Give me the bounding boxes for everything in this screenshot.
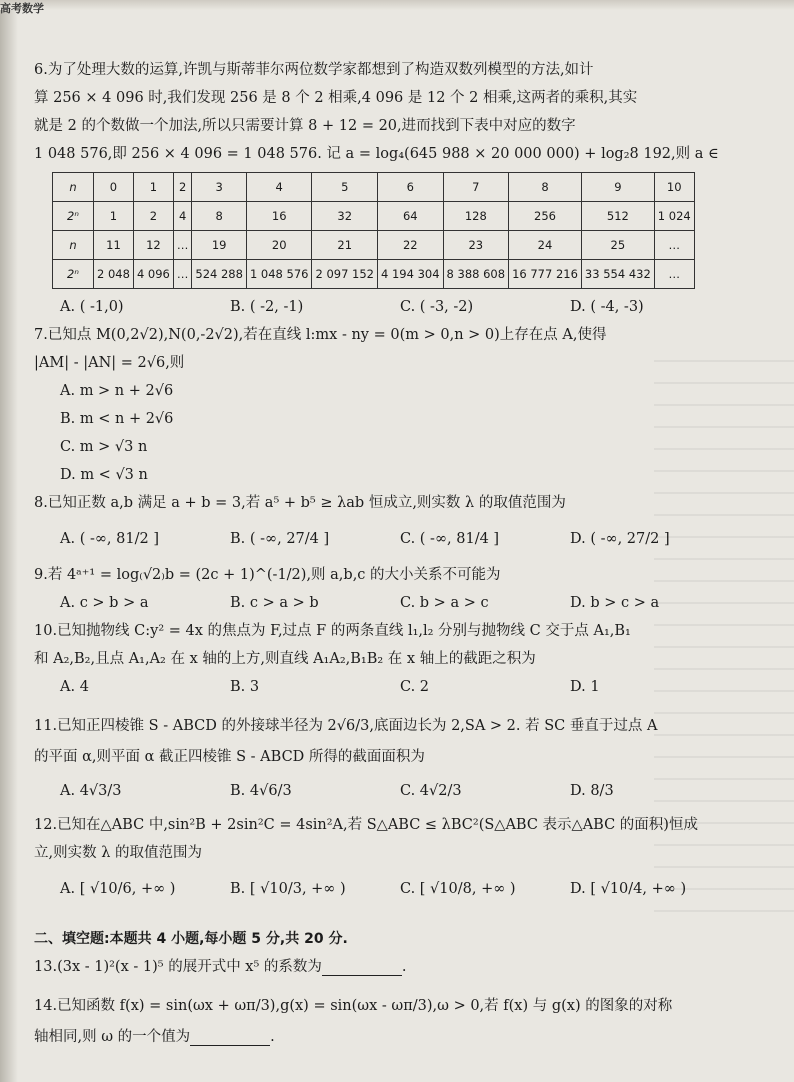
question-13 (34, 953, 734, 981)
question-text: 为了处理大数的运算,许凯与斯蒂菲尔两位数学家都想到了构造双数列模型的方法,如计 (47, 62, 594, 78)
answer-options (60, 673, 734, 701)
table-cell: 2ⁿ (53, 260, 94, 289)
option-a: A. c > b > a (60, 595, 149, 611)
option-d: D. ( -∞, 27/2 ] (570, 531, 670, 547)
question-14 (34, 989, 734, 1051)
table-cell: 21 (312, 231, 378, 260)
question-12 (34, 811, 734, 911)
option-d: D. m < √3 n (60, 467, 148, 483)
answer-options (60, 589, 734, 617)
table-row (53, 202, 695, 231)
question-number: 11. (34, 718, 58, 734)
option-c: C. ( -∞, 81/4 ] (400, 531, 500, 547)
table-cell: 22 (378, 231, 444, 260)
header-fragment: 高考数学 (0, 2, 44, 15)
question-text: 和 A₂,B₂,且点 A₁,A₂ 在 x 轴的上方,则直线 A₁A₂,B₁B₂ 在 x 轴上的截距之积为 (34, 651, 536, 667)
table-cell: 0 (94, 173, 134, 202)
question-9 (34, 561, 734, 617)
question-10 (34, 617, 734, 701)
table-cell: 524 288 (192, 260, 247, 289)
question-number: 14. (34, 998, 58, 1014)
question-text: 已知点 M(0,2√2),N(0,-2√2),若在直线 l:mx - ny = 0(m > 0,n > 0)上存在点 A,使得 (47, 327, 607, 343)
question-number: 8. (34, 495, 48, 511)
question-text: 已知正四棱锥 S - ABCD 的外接球半径为 2√6/3,底面边长为 2,SA > 2. 若 SC 垂直于过点 A (57, 718, 658, 734)
table-cell: 4 096 (133, 260, 173, 289)
section-heading-fill-in: 二、填空题:本题共 4 小题,每小题 5 分,共 20 分. (34, 931, 348, 947)
option-c: C. b > a > c (400, 595, 489, 611)
table-cell: 4 (246, 173, 312, 202)
table-cell: … (173, 260, 192, 289)
question-number: 13. (34, 959, 58, 975)
question-8 (34, 489, 734, 561)
table-cell: 1 (94, 202, 134, 231)
option-c: C. m > √3 n (60, 439, 148, 455)
question-11 (34, 709, 734, 811)
question-7 (34, 321, 734, 489)
table-cell: 32 (312, 202, 378, 231)
table-cell: 7 (443, 173, 509, 202)
table-cell: 128 (443, 202, 509, 231)
table-cell: 256 (509, 202, 582, 231)
option-d: D. b > c > a (570, 595, 660, 611)
table-cell: 4 194 304 (378, 260, 444, 289)
question-tail: . (401, 959, 407, 975)
table-cell: 1 024 (654, 202, 694, 231)
table-cell: 3 (192, 173, 247, 202)
table-cell: 4 (173, 202, 192, 231)
table-cell: 10 (654, 173, 694, 202)
table-cell: 12 (133, 231, 173, 260)
table-cell: 5 (312, 173, 378, 202)
table-cell: 8 (509, 173, 582, 202)
table-cell: 6 (378, 173, 444, 202)
question-number: 7. (34, 327, 48, 343)
exam-page (34, 56, 734, 1051)
table-cell: 1 048 576 (246, 260, 312, 289)
table-cell: 2ⁿ (53, 202, 94, 231)
table-cell: 2 (173, 173, 192, 202)
question-text: 立,则实数 λ 的取值范围为 (34, 845, 203, 861)
question-text: 就是 2 的个数做一个加法,所以只需要计算 8 + 12 = 20,进而找到下表中对应的数字 (34, 118, 576, 134)
table-cell: … (654, 260, 694, 289)
answer-options (60, 517, 734, 561)
question-text: 已知函数 f(x) = sin(ωx + ωπ/3),g(x) = sin(ωx - ωπ/3),ω > 0,若 f(x) 与 g(x) 的图象的对称 (57, 998, 673, 1014)
table-cell: 9 (581, 173, 654, 202)
table-row (53, 173, 695, 202)
question-text: 轴相同,则 ω 的一个值为 (34, 1029, 191, 1045)
option-b: B. 4√6/3 (230, 783, 292, 799)
option-a: A. 4 (60, 679, 89, 695)
question-tail: . (270, 1029, 275, 1045)
table-cell: 512 (581, 202, 654, 231)
option-c: C. 4√2/3 (400, 783, 462, 799)
table-cell: 24 (509, 231, 582, 260)
question-number: 10. (34, 623, 58, 639)
answer-blank[interactable] (322, 959, 402, 976)
option-d: D. 8/3 (570, 783, 614, 799)
option-d: D. ( -4, -3) (570, 299, 644, 315)
table-row (53, 260, 695, 289)
table-cell: 2 (133, 202, 173, 231)
table-cell: 25 (581, 231, 654, 260)
question-number: 6. (34, 62, 48, 78)
power-of-two-table (52, 172, 695, 289)
answer-options (60, 867, 734, 911)
question-text: 已知在△ABC 中,sin²B + 2sin²C = 4sin²A,若 S△ABC ≤ λBC²(S△ABC 表示△ABC 的面积)恒成 (57, 817, 698, 833)
question-text: 已知抛物线 C:y² = 4x 的焦点为 F,过点 F 的两条直线 l₁,l₂ 分别与抛物线 C 交于点 A₁,B₁ (57, 623, 631, 639)
option-b: B. ( -2, -1) (230, 299, 304, 315)
option-a: A. [ √10/6, +∞ ) (60, 881, 176, 897)
question-6 (34, 56, 734, 321)
question-text: 若 4ᵃ⁺¹ = log₍√2₎b = (2c + 1)^(-1/2),则 a,b,c 的大小关系不可能为 (47, 567, 501, 583)
question-number: 9. (34, 567, 48, 583)
table-cell: 33 554 432 (581, 260, 654, 289)
question-text: 已知正数 a,b 满足 a + b = 3,若 a⁵ + b⁵ ≥ λab 恒成立,则实数 λ 的取值范围为 (47, 495, 566, 511)
top-edge (0, 0, 794, 10)
table-cell: 11 (94, 231, 134, 260)
option-a: A. ( -∞, 81/2 ] (60, 531, 159, 547)
option-a: A. 4√3/3 (60, 783, 122, 799)
answer-options (60, 293, 734, 321)
option-b: B. [ √10/3, +∞ ) (230, 881, 346, 897)
table-cell: 1 (133, 173, 173, 202)
option-c: C. [ √10/8, +∞ ) (400, 881, 516, 897)
page-binding-shadow (0, 0, 18, 1082)
answer-options (60, 377, 734, 489)
option-a: A. ( -1,0) (60, 299, 124, 315)
table-cell: n (53, 173, 94, 202)
option-d: D. 1 (570, 679, 600, 695)
table-cell: n (53, 231, 94, 260)
question-text: |AM| - |AN| = 2√6,则 (34, 355, 185, 371)
option-b: B. ( -∞, 27/4 ] (230, 531, 330, 547)
table-row (53, 231, 695, 260)
option-b: B. 3 (230, 679, 260, 695)
question-number: 12. (34, 817, 58, 833)
table-cell: … (173, 231, 192, 260)
table-cell: 16 777 216 (509, 260, 582, 289)
table-cell: 20 (246, 231, 312, 260)
table-cell: 23 (443, 231, 509, 260)
answer-options (60, 771, 734, 811)
question-text: 的平面 α,则平面 α 截正四棱锥 S - ABCD 所得的截面面积为 (34, 749, 425, 765)
option-c: C. 2 (400, 679, 430, 695)
table-cell: 2 048 (94, 260, 134, 289)
option-b: B. m < n + 2√6 (60, 411, 174, 427)
table-cell: 8 (192, 202, 247, 231)
table-cell: 16 (246, 202, 312, 231)
option-d: D. [ √10/4, +∞ ) (570, 881, 687, 897)
option-b: B. c > a > b (230, 595, 319, 611)
table-cell: 19 (192, 231, 247, 260)
table-cell: 8 388 608 (443, 260, 509, 289)
question-text: (3x - 1)²(x - 1)⁵ 的展开式中 x⁵ 的系数为 (57, 959, 322, 975)
table-cell: 2 097 152 (312, 260, 378, 289)
answer-blank[interactable] (190, 1029, 270, 1046)
option-c: C. ( -3, -2) (400, 299, 474, 315)
question-text: 算 256 × 4 096 时,我们发现 256 是 8 个 2 相乘,4 096 是 12 个 2 相乘,这两者的乘积,其实 (34, 90, 638, 106)
table-cell: … (654, 231, 694, 260)
table-cell: 64 (378, 202, 444, 231)
question-text: 1 048 576,即 256 × 4 096 = 1 048 576. 记 a = log₄(645 988 × 20 000 000) + log₂8 192,则 a ∈ (34, 146, 719, 162)
option-a: A. m > n + 2√6 (60, 383, 174, 399)
